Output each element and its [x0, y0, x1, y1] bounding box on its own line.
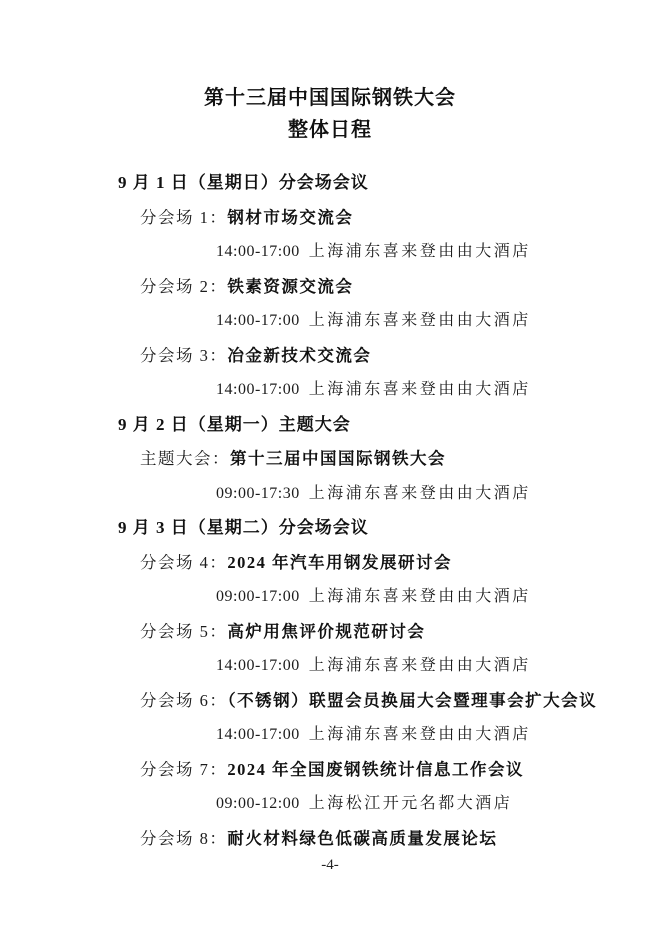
- session-7-time-line: [216, 787, 660, 822]
- plenary-label: 主题大会：: [140, 449, 230, 468]
- session-1-label: 分会场 1：: [140, 207, 228, 227]
- session-6-venue: 上海浦东喜来登由由大酒店: [308, 726, 531, 743]
- session-6-time-line: [216, 718, 660, 753]
- session-2-venue: 上海浦东喜来登由由大酒店: [308, 312, 531, 329]
- session-4-time: 09:00-17:00: [216, 588, 300, 605]
- session-5-time-line: [216, 649, 660, 684]
- session-1-time: 14:00-17:00: [216, 243, 300, 260]
- session-5-title: 高炉用焦评价规范研讨会: [227, 621, 426, 641]
- session-5-title-line: [140, 615, 660, 650]
- plenary-time-line: [216, 477, 660, 512]
- session-2-title-line: [140, 270, 660, 305]
- session-3-label: 分会场 3：: [140, 345, 228, 365]
- session-3-venue: 上海浦东喜来登由由大酒店: [308, 381, 531, 398]
- session-1-title-line: [140, 201, 660, 236]
- page-number: -4-: [321, 857, 339, 873]
- day-heading-sep1: 9 月 1 日（星期日）分会场会议: [118, 173, 369, 192]
- session-7-time: 09:00-12:00: [216, 795, 300, 812]
- session-6-time: 14:00-17:00: [216, 726, 300, 743]
- session-2-time: 14:00-17:00: [216, 312, 300, 329]
- session-8-title: 耐火材料绿色低碳高质量发展论坛: [227, 828, 498, 848]
- session-7-venue: 上海松江开元名都大酒店: [308, 795, 513, 812]
- session-5-venue: 上海浦东喜来登由由大酒店: [308, 657, 531, 674]
- session-3-title: 冶金新技术交流会: [227, 345, 372, 365]
- schedule-body: [0, 166, 660, 856]
- session-3-time-line: [216, 373, 660, 408]
- session-2-time-line: [216, 304, 660, 339]
- session-6-label: 分会场 6：: [140, 690, 228, 710]
- session-1-title: 钢材市场交流会: [227, 207, 354, 227]
- session-7-title-line: [140, 753, 660, 788]
- session-4-title: 2024 年汽车用钢发展研讨会: [227, 552, 452, 572]
- plenary-venue: 上海浦东喜来登由由大酒店: [308, 484, 531, 502]
- session-4-time-line: [216, 580, 660, 615]
- session-8-title-line: [140, 822, 660, 857]
- document-title: 第十三届中国国际钢铁大会: [204, 87, 456, 109]
- session-7-label: 分会场 7：: [140, 759, 228, 779]
- session-3-time: 14:00-17:00: [216, 381, 300, 398]
- plenary-title-line: [140, 442, 660, 477]
- document-subtitle: 整体日程: [288, 119, 372, 141]
- session-2-title: 铁素资源交流会: [227, 276, 354, 296]
- session-6-title: （不锈钢）联盟会员换届大会暨理事会扩大会议: [227, 690, 598, 710]
- plenary-title: 第十三届中国国际钢铁大会: [230, 449, 446, 468]
- session-2-label: 分会场 2：: [140, 276, 228, 296]
- session-7-title: 2024 年全国废钢铁统计信息工作会议: [227, 759, 524, 779]
- day-heading-sep3: 9 月 3 日（星期二）分会场会议: [118, 518, 369, 537]
- session-4-title-line: [140, 546, 660, 581]
- session-3-title-line: [140, 339, 660, 374]
- session-8-label: 分会场 8：: [140, 828, 228, 848]
- session-1-venue: 上海浦东喜来登由由大酒店: [308, 243, 531, 260]
- session-6-title-line: [140, 684, 660, 719]
- session-1-time-line: [216, 235, 660, 270]
- day-heading-sep2: 9 月 2 日（星期一）主题大会: [118, 414, 351, 434]
- session-5-time: 14:00-17:00: [216, 657, 300, 674]
- session-4-label: 分会场 4：: [140, 552, 228, 572]
- session-5-label: 分会场 5：: [140, 621, 228, 641]
- plenary-time: 09:00-17:30: [216, 484, 300, 502]
- session-4-venue: 上海浦东喜来登由由大酒店: [308, 588, 531, 605]
